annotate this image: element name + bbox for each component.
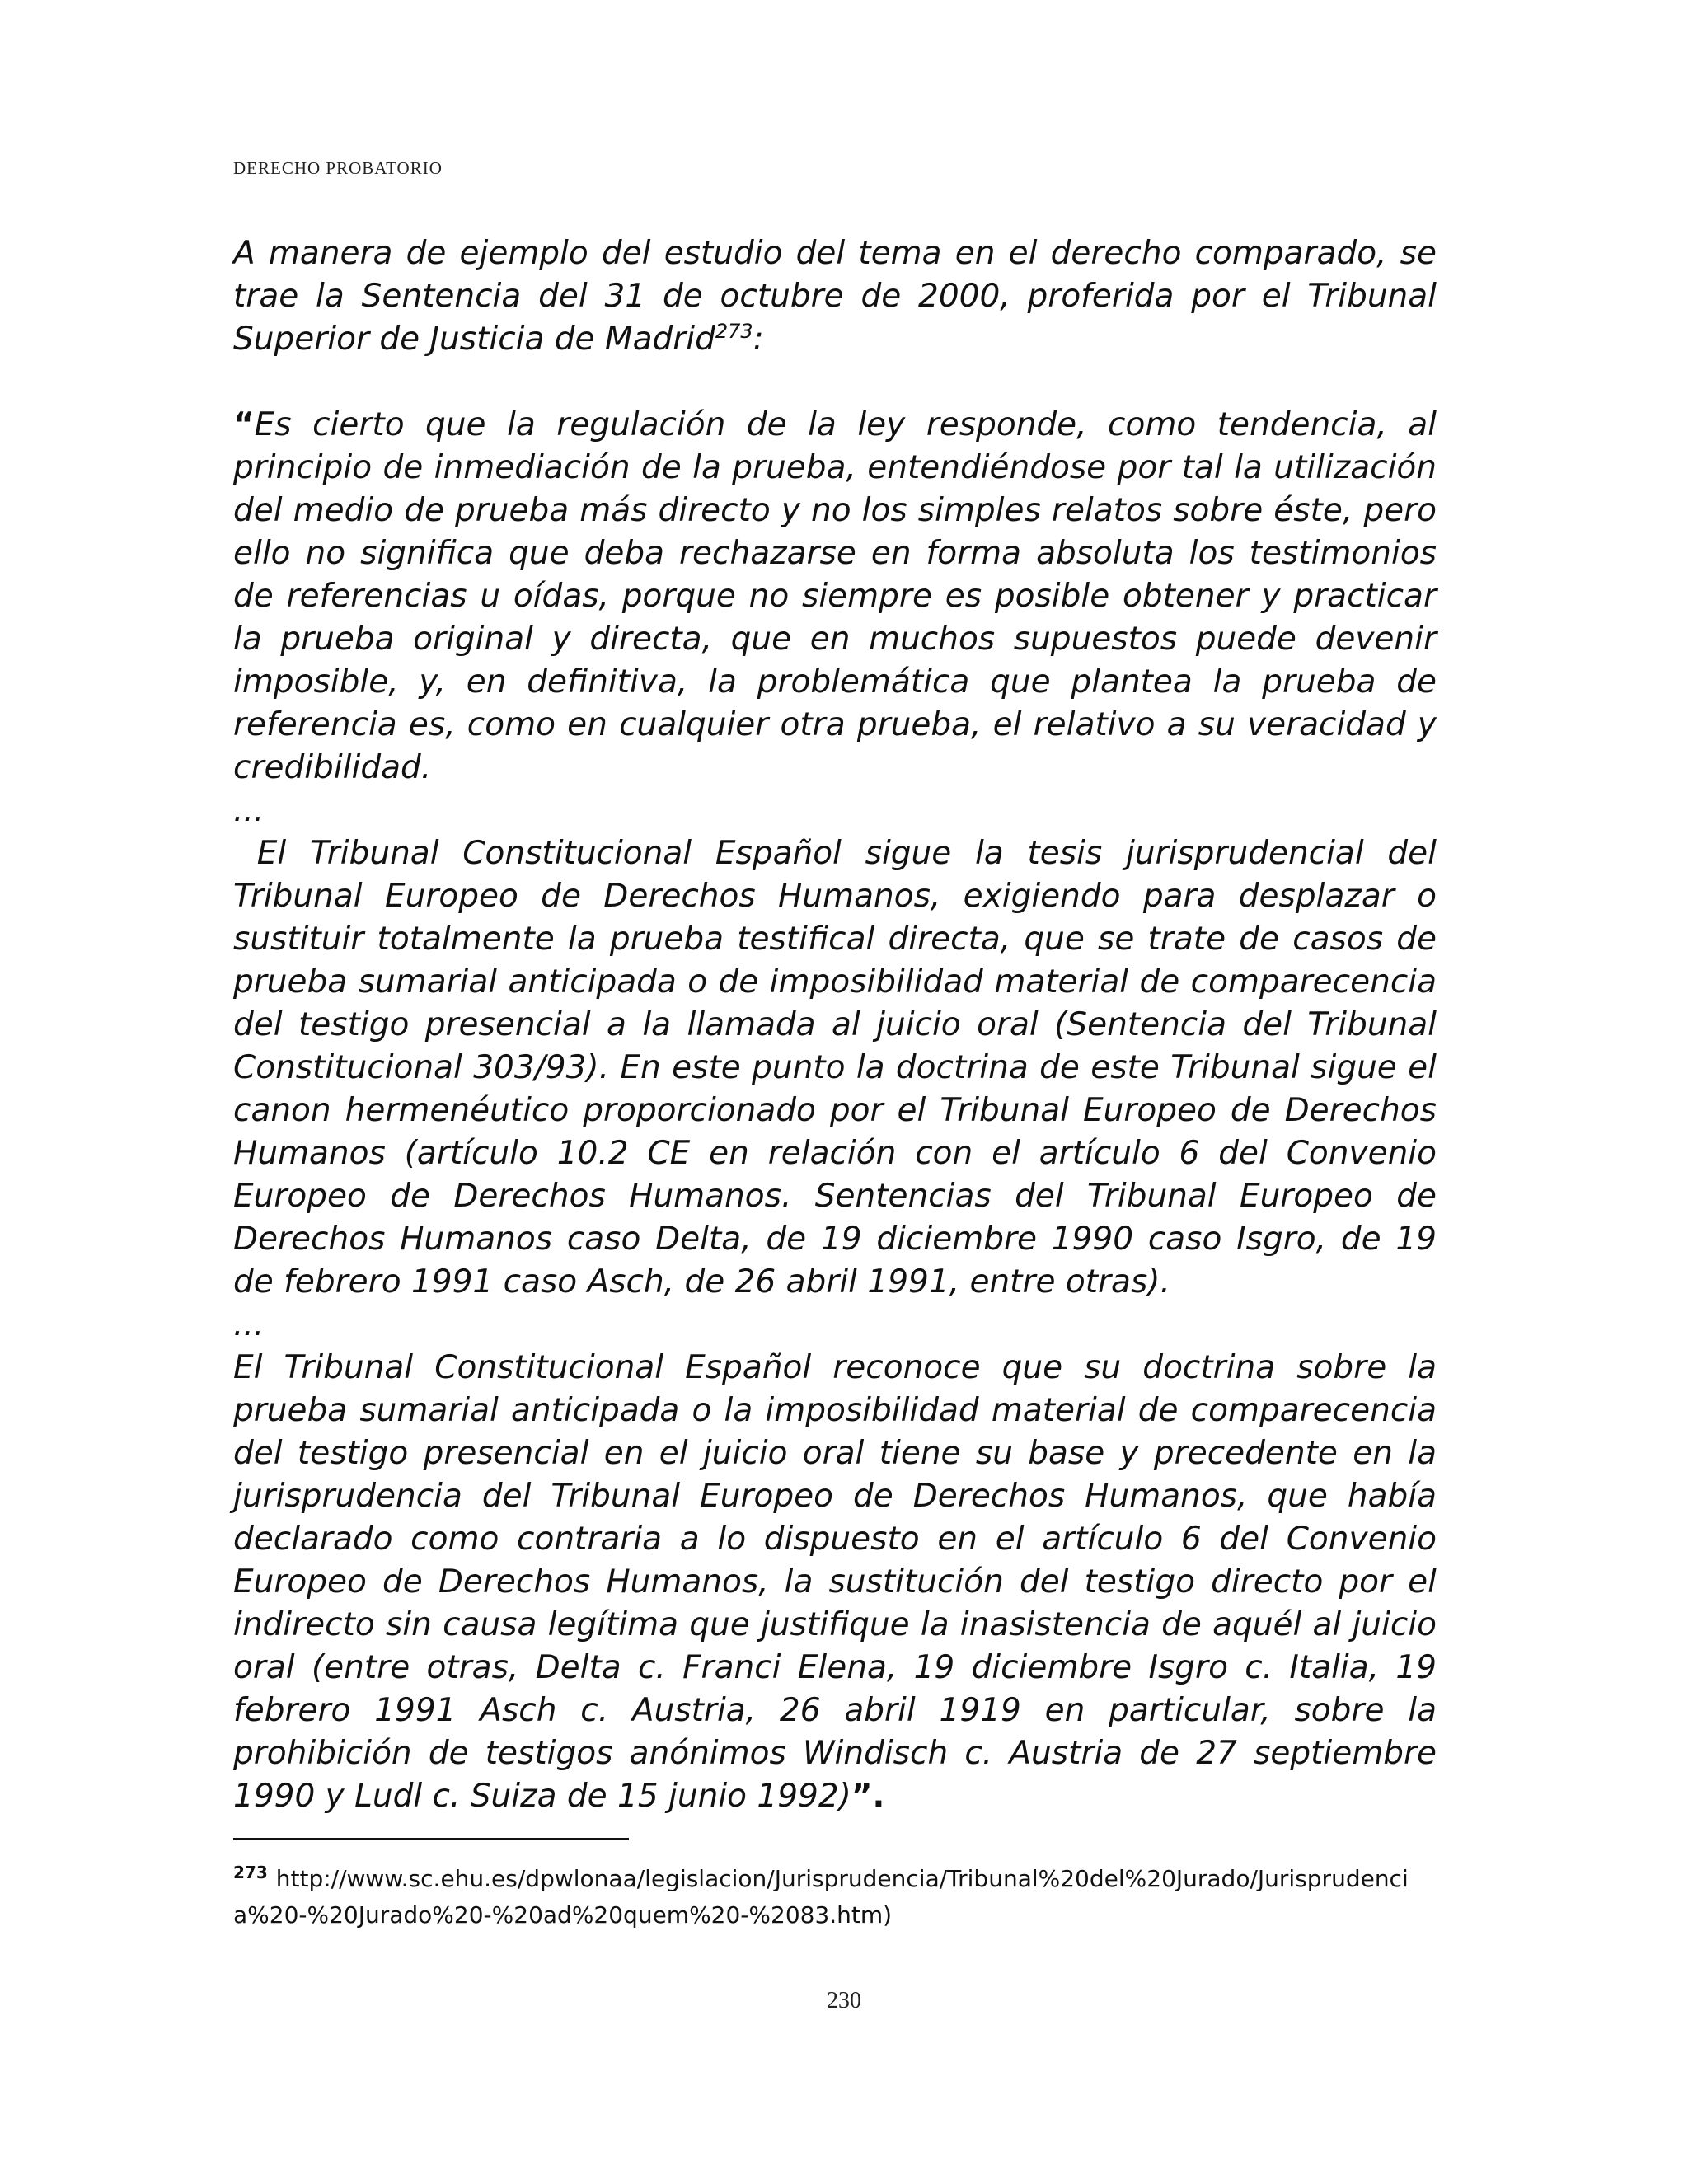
footnote-reference[interactable]: 273 <box>715 320 753 343</box>
footnote <box>233 1861 1437 1933</box>
quote-ellipsis-2: ... <box>233 1306 265 1343</box>
footnote-number: 273 <box>233 1862 268 1882</box>
open-quote-mark: “ <box>233 406 255 443</box>
intro-paragraph <box>233 232 1437 361</box>
quote-paragraph-1 <box>233 404 1437 790</box>
intro-colon: : <box>753 321 764 358</box>
footnote-url[interactable]: http://www.sc.ehu.es/dpwlonaa/legislacion/Jurisprudencia/Tribunal%20del%20Jurado/Jurisprudencia%20-%20Jurado%20-%20ad%20quem%20-%2083.htm) <box>233 1865 1409 1929</box>
page-number: 230 <box>827 1988 861 2013</box>
quote-paragraph-3-text: El Tribunal Constitucional Español reconoce que su doctrina sobre la prueba sumarial anticipada o la imposibilidad material de comparecencia del testigo presencial en el juicio oral tiene su base y precedente en la jurisprudencia del Tribunal Europeo de Derechos Humanos, que había declarado como contraria a lo dispuesto en el artículo 6 del Convenio Europeo de Derechos Humanos, la sustitución del testigo directo por el indirecto sin causa legítima que justifique la inasistencia de aquél al juicio oral (entre otras, Delta c. Franci Elena, 19 diciembre Isgro c. Italia, 19 febrero 1991 Asch c. Austria, 26 abril 1919 en particular, sobre la prohibición de testigos anónimos Windisch c. Austria de 27 septiembre 1990 y Ludl c. Suiza de 15 junio 1992) <box>233 1349 1437 1815</box>
running-header: DERECHO PROBATORIO <box>233 158 443 178</box>
quote-ellipsis-1: ... <box>233 792 265 829</box>
quote-paragraph-1-text: Es cierto que la regulación de la ley responde, como tendencia, al principio de inmediación de la prueba, entendiéndose por tal la utilización del medio de prueba más directo y no los simples relatos sobre éste, pero ello no significa que deba rechazarse en forma absoluta los testimonios de referencias u oídas, porque no siempre es posible obtener y practicar la prueba original y directa, que en muchos supuestos puede devenir imposible, y, en definitiva, la problemática que plantea la prueba de referencia es, como en cualquier otra prueba, el relativo a su veracidad y credibilidad. <box>233 406 1437 786</box>
footnote-separator <box>233 1838 629 1840</box>
intro-text <box>233 232 1437 361</box>
close-quote-mark: ”. <box>851 1778 885 1815</box>
intro-text-main: A manera de ejemplo del estudio del tema en el derecho comparado, se trae la Sentencia del 31 de octubre de 2000, proferida por el Tribunal Superior de Justicia de Madrid <box>233 235 1437 358</box>
quoted-judgment <box>233 404 1447 1818</box>
quote-paragraph-2: El Tribunal Constitucional Español sigue la tesis jurisprudencial del Tribunal Europeo de Derechos Humanos, exigiendo para desplazar o sustituir totalmente la prueba testifical directa, que se trate de casos de prueba sumarial anticipada o de imposibilidad material de comparecencia del testigo presencial a la llamada al juicio oral (Sentencia del Tribunal Constitucional 303/93). En este punto la doctrina de este Tribunal sigue el canon hermenéutico proporcionado por el Tribunal Europeo de Derechos Humanos (artículo 10.2 CE en relación con el artículo 6 del Convenio Europeo de Derechos Humanos. Sentencias del Tribunal Europeo de Derechos Humanos caso Delta, de 19 diciembre 1990 caso Isgro, de 19 de febrero 1991 caso Asch, de 26 abril 1991, entre otras). <box>233 835 1447 1301</box>
quote-paragraph-3 <box>233 1347 1437 1818</box>
